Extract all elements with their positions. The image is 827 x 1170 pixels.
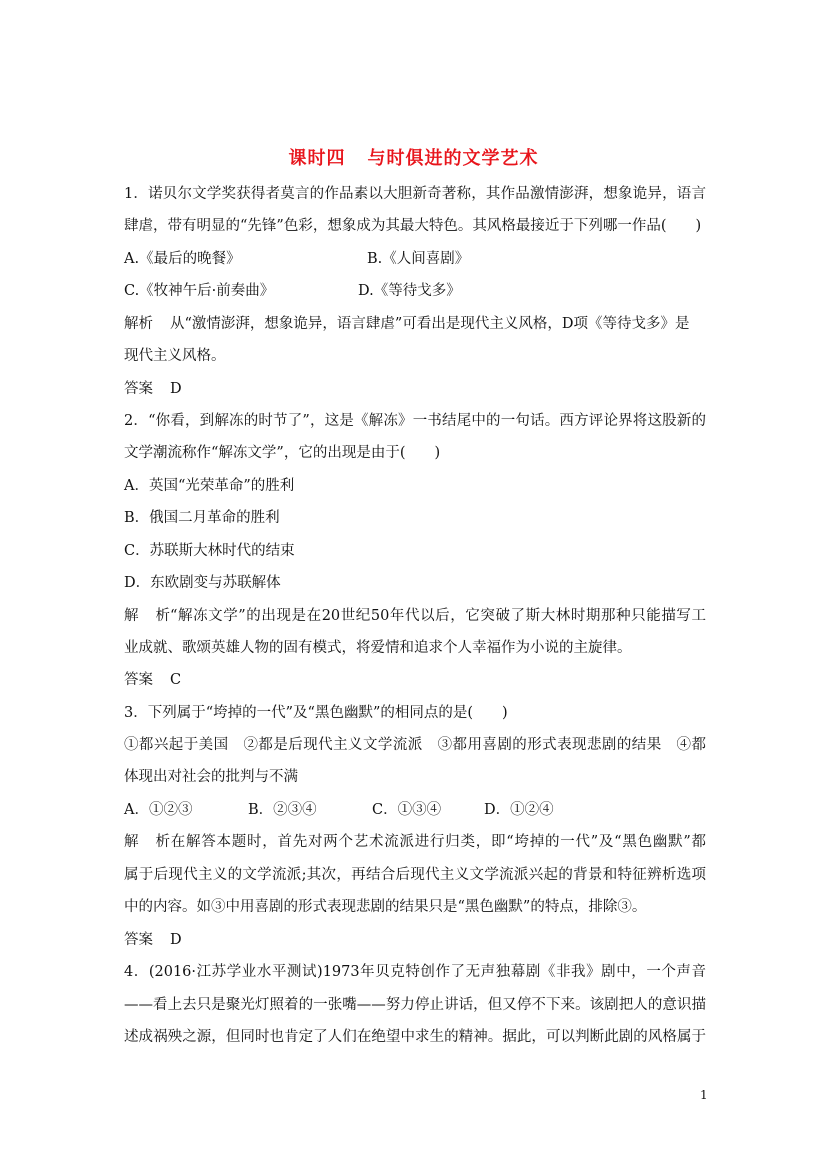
q2-answer — [124, 670, 706, 690]
q1-option-d: D.《等待戈多》 — [358, 283, 461, 299]
q3-analysis-line3: 中的内容。如③中用喜剧的形式表现悲剧的结果只是“黑色幽默”的特点，排除③。 — [124, 899, 647, 915]
q3-analysis-line2: 属于后现代主义的文学流派;其次，再结合后现代主义文学流派兴起的背景和特征辨析选项 — [124, 867, 706, 883]
q3-option-a: A．①②③ — [124, 802, 193, 818]
q4-stem-line1: 4．(2016·江苏学业水平测试)1973年贝克特创作了无声独幕剧《非我》剧中，一个声音 — [124, 964, 706, 980]
q2-analysis-text1: “解冻文学”的出现是在20世纪50年代以后，它突破了斯大林时期那种只能描写工 — [170, 608, 706, 624]
q3-stem-line1: 3．下列属于“垮掉的一代”及“黑色幽默”的相同点的是( ) — [124, 705, 508, 721]
q1-option-a: A.《最后的晚餐》 — [124, 251, 241, 267]
q1-option-c: C.《牧神午后·前奏曲》 — [124, 283, 275, 299]
q3-analysis-label: 解析 — [124, 834, 170, 850]
title-part1: 课时四 — [288, 148, 346, 169]
title-part2: 与时俱进的文学艺术 — [367, 148, 539, 169]
q1-stem-line1: 1．诺贝尔文学奖获得者莫言的作品素以大胆新奇著称，其作品激情澎湃，想象诡异，语言 — [124, 186, 706, 202]
q2-analysis-line2: 业成就、歌颂英雄人物的固有模式，将爱情和追求个人幸福作为小说的主旋律。 — [124, 640, 632, 656]
q3-analysis-line1 — [124, 832, 706, 852]
q3-answer-value: D — [170, 932, 182, 948]
q2-option-b: B．俄国二月革命的胜利 — [124, 510, 280, 526]
q1-analysis-text1: 从“激情澎湃，想象诡异，语言肆虐”可看出是现代主义风格，D项《等待戈多》是 — [170, 316, 690, 332]
q2-answer-value: C — [170, 672, 182, 688]
page-number: 1 — [700, 1088, 708, 1102]
q3-option-d: D．①②④ — [484, 802, 554, 818]
q2-analysis-line1 — [124, 606, 706, 626]
q3-items-line1: ①都兴起于美国 ②都是后现代主义文学流派 ③都用喜剧的形式表现悲剧的结果 ④都 — [124, 737, 706, 753]
q2-stem-line1: 2．“你看，到解冻的时节了”，这是《解冻》一书结尾中的一句话。西方评论界将这股新的 — [124, 413, 706, 429]
q3-option-c: C．①③④ — [372, 802, 442, 818]
q2-answer-label: 答案 — [124, 672, 153, 688]
q1-answer — [124, 379, 706, 399]
q1-analysis-line1 — [124, 314, 706, 334]
q3-items-line2: 体现出对社会的批判与不满 — [124, 769, 298, 785]
q4-stem-line2: ——看上去只是聚光灯照着的一张嘴——努力停止讲话，但又停不下来。该剧把人的意识描 — [124, 997, 706, 1013]
q2-option-a: A．英国“光荣革命”的胜利 — [124, 478, 295, 494]
q1-option-b: B.《人间喜剧》 — [367, 251, 470, 267]
q1-analysis-line2: 现代主义风格。 — [124, 348, 226, 364]
q1-answer-label: 答案 — [124, 381, 153, 397]
q2-analysis-label: 解析 — [124, 608, 170, 624]
q3-analysis-text1: 在解答本题时，首先对两个艺术流派进行归类，即“垮掉的一代”及“黑色幽默”都 — [170, 834, 706, 850]
q2-option-c: C．苏联斯大林时代的结束 — [124, 543, 295, 559]
q4-stem-line3: 述成祸殃之源，但同时也肯定了人们在绝望中求生的精神。据此，可以判断此剧的风格属于 — [124, 1029, 706, 1045]
q2-option-d: D．东欧剧变与苏联解体 — [124, 575, 281, 591]
q2-stem-line2: 文学潮流称作“解冻文学”，它的出现是由于( ) — [124, 445, 441, 461]
q1-stem-line2: 肆虐，带有明显的“先锋”色彩，想象成为其最大特色。其风格最接近于下列哪一作品( ) — [124, 218, 702, 234]
q1-analysis-label: 解析 — [124, 316, 153, 332]
page-title — [0, 144, 827, 170]
q3-answer-label: 答案 — [124, 932, 153, 948]
q3-option-b: B．②③④ — [248, 802, 317, 818]
q1-answer-value: D — [170, 381, 182, 397]
q3-answer — [124, 930, 706, 950]
